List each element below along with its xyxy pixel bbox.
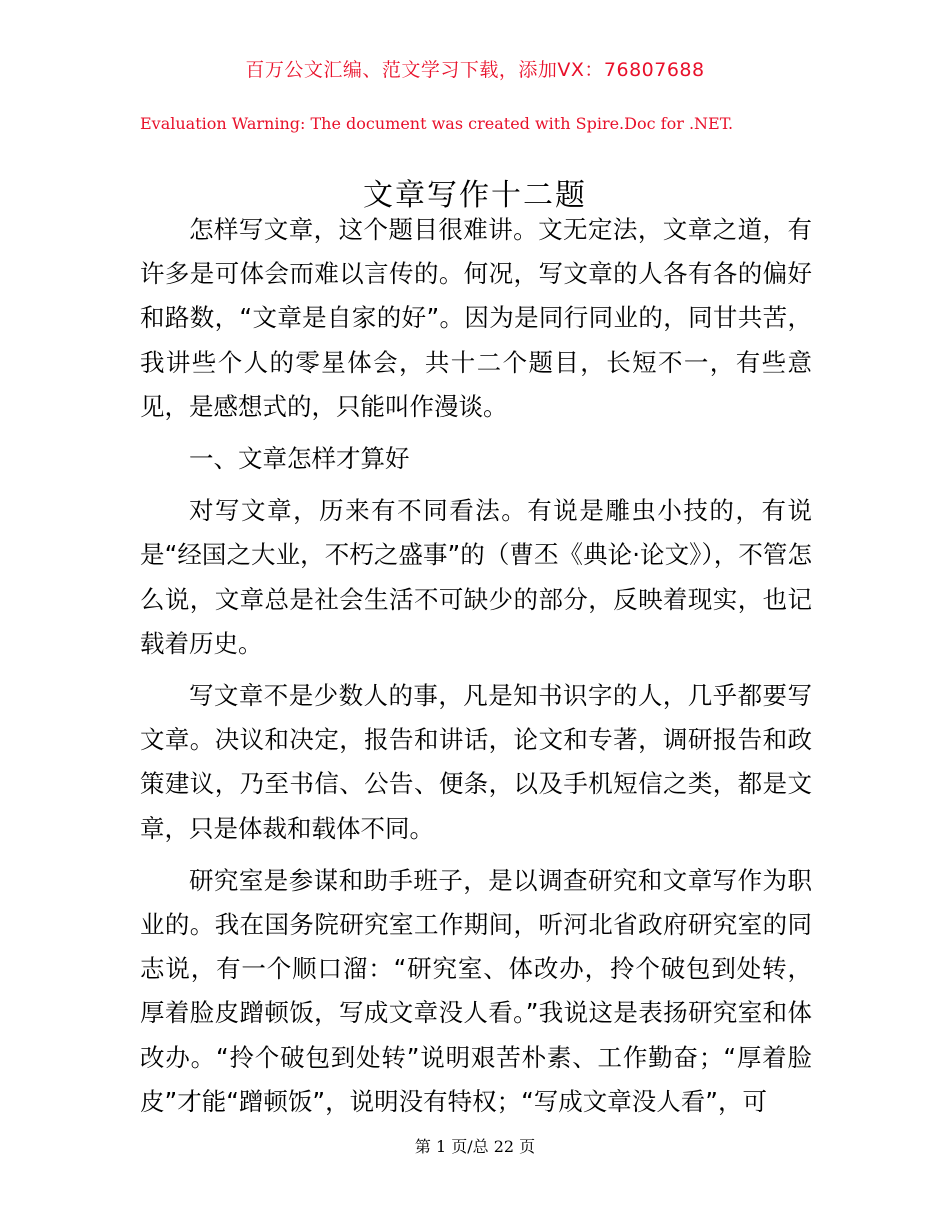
paragraph: 对写文章，历来有不同看法。有说是雕虫小技的，有说是“经国之大业，不朽之盛事”的（曹丕《典论·论文》），不管怎么说，文章总是社会生活不可缺少的部分，反映着现实，也记载着历史。 — [140, 496, 812, 658]
document-body — [140, 208, 812, 1132]
paragraph-intro: 怎样写文章，这个题目很难讲。文无定法，文章之道，有许多是可体会而难以言传的。何况，写文章的人各有各的偏好和路数，“文章是自家的好”。因为是同行同业的，同甘共苦，我讲些个人的零星体会，共十二个题目，长短不一，有些意见，是感想式的，只能叫作漫谈。 — [140, 215, 812, 421]
paragraph: 写文章不是少数人的事，凡是知书识字的人，几乎都要写文章。决议和决定，报告和讲话，论文和专著，调研报告和政策建议，乃至书信、公告、便条，以及手机短信之类，都是文章，只是体裁和载体不同。 — [140, 681, 812, 843]
evaluation-warning: Evaluation Warning: The document was created with Spire.Doc for .NET. — [140, 114, 734, 133]
document-title: 文章写作十二题 — [363, 178, 587, 214]
promo-banner: 百万公文汇编、范文学习下载，添加VX：76807688 — [245, 59, 705, 81]
page-number-footer: 第 1 页/总 22 页 — [414, 1137, 536, 1156]
section-heading-1: 一、文章怎样才算好 — [189, 444, 410, 474]
paragraph: 研究室是参谋和助手班子，是以调查研究和文章写作为职业的。我在国务院研究室工作期间，听河北省政府研究室的同志说，有一个顺口溜：“研究室、体改办，拎个破包到处转，厚着脸皮蹭顿饭，写成文章没人看。”我说这是表扬研究室和体改办。“拎个破包到处转”说明艰苦朴素、工作勤奋；“厚着脸皮”才能“蹭顿饭”，说明没有特权；“写成文章没人看”，可 — [140, 865, 812, 1116]
